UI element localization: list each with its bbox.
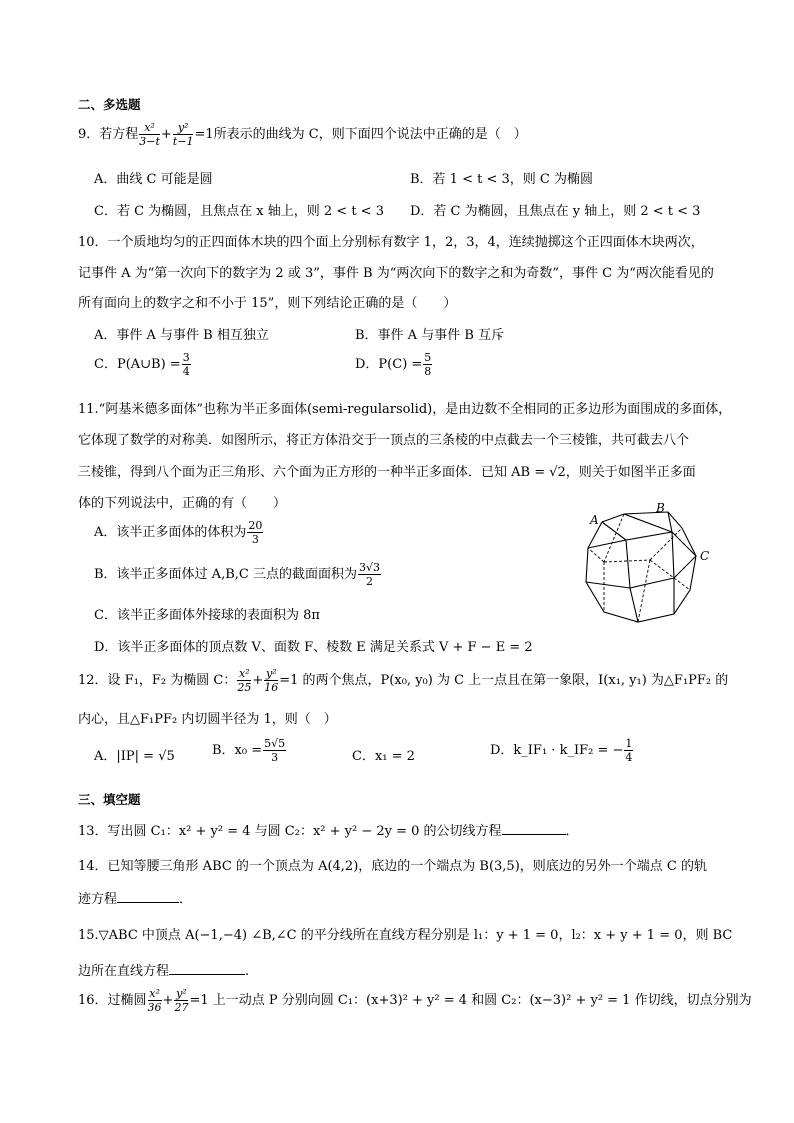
q12-plus: +	[252, 673, 264, 688]
q12-frac1-numerator: x²	[239, 667, 250, 680]
vertex-label-b: B	[656, 501, 665, 515]
q14-end: ．	[179, 892, 193, 907]
q9-fraction-1	[139, 122, 160, 147]
hidden-edge	[638, 560, 650, 622]
q16-fraction-2	[174, 988, 188, 1013]
q10-option-d-label: D．P(C) =	[355, 357, 423, 372]
q10-c-denominator: 4	[182, 365, 190, 378]
hidden-edge	[588, 548, 604, 562]
q11-line-1: 11.“阿基米德多面体”也称为半正多面体(semi-regularsolid)，是由边数不全相同的正多边形为面围成的多面体，	[78, 402, 732, 417]
q9-number: 9．若方程	[78, 127, 139, 142]
q9-frac2-denominator: t−1	[172, 135, 194, 148]
q10-line-1: 10．一个质地均匀的正四面体木块的四个面上分别标有数字 1，2，3，4，连续抛掷这个正四面体木块两次，	[78, 235, 704, 250]
q9-option-d: D．若 C 为椭圆，且焦点在 y 轴上，则 2 < t < 3	[410, 204, 701, 219]
q16-start: 16．过椭圆	[78, 993, 147, 1008]
q11-a-numerator: 20	[248, 519, 263, 532]
q11-b-denominator: 2	[365, 575, 373, 588]
q14-line-2-text: 迹方程	[78, 892, 118, 907]
q11-line-4: 体的下列说法中，正确的有（ ）	[78, 496, 287, 511]
q12-option-d	[490, 738, 634, 763]
q14-line-2	[78, 888, 192, 907]
q12-frac2-numerator: y²	[265, 667, 277, 680]
section-heading-multiple-choice: 二、多选题	[78, 97, 141, 112]
edge	[588, 540, 626, 548]
q16-frac2-denominator: 27	[174, 1001, 189, 1014]
q11-option-b-fraction	[358, 562, 381, 587]
q15-end: .	[245, 964, 250, 979]
q10-d-denominator: 8	[424, 365, 432, 378]
q16-line-1	[78, 988, 752, 1013]
q9-plus: +	[160, 127, 172, 142]
edge	[672, 532, 696, 556]
hidden-edge	[604, 514, 624, 562]
q12-d-denominator: 4	[625, 751, 633, 764]
q16-rest: =1 上一动点 P 分别向圆 C₁：(x+3)² + y² = 4 和圆 C₂：(x−3)² + y² = 1 作切线，切点分别为	[189, 993, 752, 1008]
q12-option-b-label: B．x₀ =	[212, 743, 263, 758]
q11-option-c: C．该半正多面体外接球的表面积为 8π	[94, 608, 320, 623]
q16-plus: +	[162, 993, 174, 1008]
q16-frac2-numerator: y²	[176, 987, 187, 1000]
q12-option-c: C．x₁ = 2	[352, 749, 415, 764]
q12-fraction-1	[237, 668, 251, 693]
q12-d-numerator: 1	[625, 737, 633, 750]
q11-a-denominator: 3	[251, 533, 259, 546]
q10-d-numerator: 5	[424, 351, 432, 364]
edge	[630, 588, 638, 622]
q13-end: ．	[565, 824, 579, 839]
q11-option-b	[94, 562, 382, 587]
vertex-label-c: C	[700, 549, 710, 563]
q9-fraction-2	[173, 122, 194, 147]
q12-line-1-start: 12．设 F₁，F₂ 为椭圆 C：	[78, 673, 237, 688]
q11-option-b-label: B．该半正多面体过 A,B,C 三点的截面面积为	[94, 567, 357, 582]
q14-answer-blank[interactable]	[117, 901, 179, 903]
q12-frac2-denominator: 16	[264, 681, 279, 694]
q9-frac2-numerator: y²	[173, 122, 194, 135]
q13-answer-blank[interactable]	[502, 833, 566, 835]
q11-option-a-label: A．该半正多面体的体积为	[94, 525, 247, 540]
q14-line-1: 14．已知等腰三角形 ABC 的一个顶点为 A(4,2)，底边的一个端点为 B(3,5)，则底边的另外一个端点 C 的轨	[78, 859, 707, 874]
q9-frac1-denominator: 3−t	[139, 135, 160, 148]
q15-line-2	[78, 960, 249, 979]
q10-option-c	[94, 352, 192, 377]
q12-option-a: A．|IP| = √5	[94, 749, 175, 764]
q9-frac1-numerator: x²	[139, 122, 160, 135]
question-9-stem	[78, 122, 527, 147]
q12-line-1-end: =1 的两个焦点，P(x₀, y₀) 为 C 上一点且在第一象限，I(x₁, y₁) 为△F₁PF₂ 的	[279, 673, 729, 688]
q10-line-2: 记事件 A 为“第一次向下的数字为 2 或 3”，事件 B 为“两次向下的数字之和为奇数”，事件 C 为“两次能看见的	[78, 266, 714, 281]
q12-option-d-label: D．k_IF₁ · k_IF₂ = −	[490, 743, 624, 758]
q10-c-numerator: 3	[182, 351, 190, 364]
q10-option-d	[355, 352, 433, 377]
q13-text: 13．写出圆 C₁：x² + y² = 4 与圆 C₂：x² + y² − 2y = 0 的公切线方程	[78, 824, 502, 839]
q9-option-b: B．若 1 < t < 3，则 C 为椭圆	[410, 172, 593, 187]
q10-line-3: 所有面向上的数字之和不小于 15”，则下列结论正确的是（ ）	[78, 296, 457, 311]
q16-fraction-1	[148, 988, 162, 1013]
hidden-edge	[604, 560, 650, 562]
q10-option-d-fraction	[423, 352, 432, 377]
q12-frac1-denominator: 25	[237, 681, 252, 694]
q11-b-numerator: 3√3	[358, 561, 380, 574]
q12-fraction-2	[264, 668, 278, 693]
hidden-edge	[650, 560, 690, 590]
q9-text: 所表示的曲线为 C，则下面四个说法中正确的是（ ）	[213, 127, 527, 142]
q12-option-d-fraction	[624, 738, 633, 763]
edge	[586, 582, 630, 588]
q9-option-c: C．若 C 为椭圆，且焦点在 x 轴上，则 2 < t < 3	[94, 204, 384, 219]
q10-option-b: B．事件 A 与事件 B 互斥	[355, 328, 505, 343]
edge	[624, 514, 672, 532]
q15-line-1: 15.▽ABC 中顶点 A(−1,−4) ∠B,∠C 的平分线所在直线方程分别是 l₁：y + 1 = 0，l₂：x + y + 1 = 0，则 BC	[78, 928, 733, 943]
q11-line-3: 三棱锥，得到八个面为正三角形、六个面为正方形的一种半正多面体．已知 AB = √2，则关于如图半正多面	[78, 465, 696, 480]
q12-b-denominator: 3	[271, 751, 279, 764]
q10-option-c-label: C．P(A∪B) =	[94, 357, 181, 372]
q12-line-2: 内心，且△F₁PF₂ 内切圆半径为 1，则（ ）	[78, 712, 337, 727]
q10-option-a: A．事件 A 与事件 B 相互独立	[94, 328, 269, 343]
q15-answer-blank[interactable]	[169, 973, 245, 975]
q12-option-b	[212, 738, 287, 763]
vertex-label-a: A	[590, 513, 599, 527]
q11-option-d: D．该半正多面体的顶点数 V、面数 F、棱数 E 满足关系式 V + F − E = 2	[94, 640, 533, 655]
q9-equals: =1	[194, 127, 214, 142]
q15-line-2-text: 边所在直线方程	[78, 964, 170, 979]
q10-option-c-fraction	[182, 352, 191, 377]
q11-option-a-fraction	[247, 520, 263, 545]
section-heading-fill-in: 三、填空题	[78, 792, 141, 807]
cuboctahedron-hidden-edges	[588, 514, 690, 622]
q12-line-1	[78, 668, 728, 693]
q16-frac1-numerator: x²	[149, 987, 160, 1000]
q12-option-b-fraction	[263, 738, 286, 763]
q13-line	[78, 820, 579, 839]
q16-frac1-denominator: 36	[147, 1001, 162, 1014]
q9-option-a: A．曲线 C 可能是圆	[94, 172, 213, 187]
cuboctahedron-figure	[580, 500, 720, 630]
q12-b-numerator: 5√5	[264, 737, 286, 750]
q11-option-a	[94, 520, 264, 545]
q11-line-2: 它体现了数学的对称美．如图所示，将正方体沿交于一顶点的三条棱的中点截去一个三棱锥，共可截去八个	[78, 433, 690, 448]
